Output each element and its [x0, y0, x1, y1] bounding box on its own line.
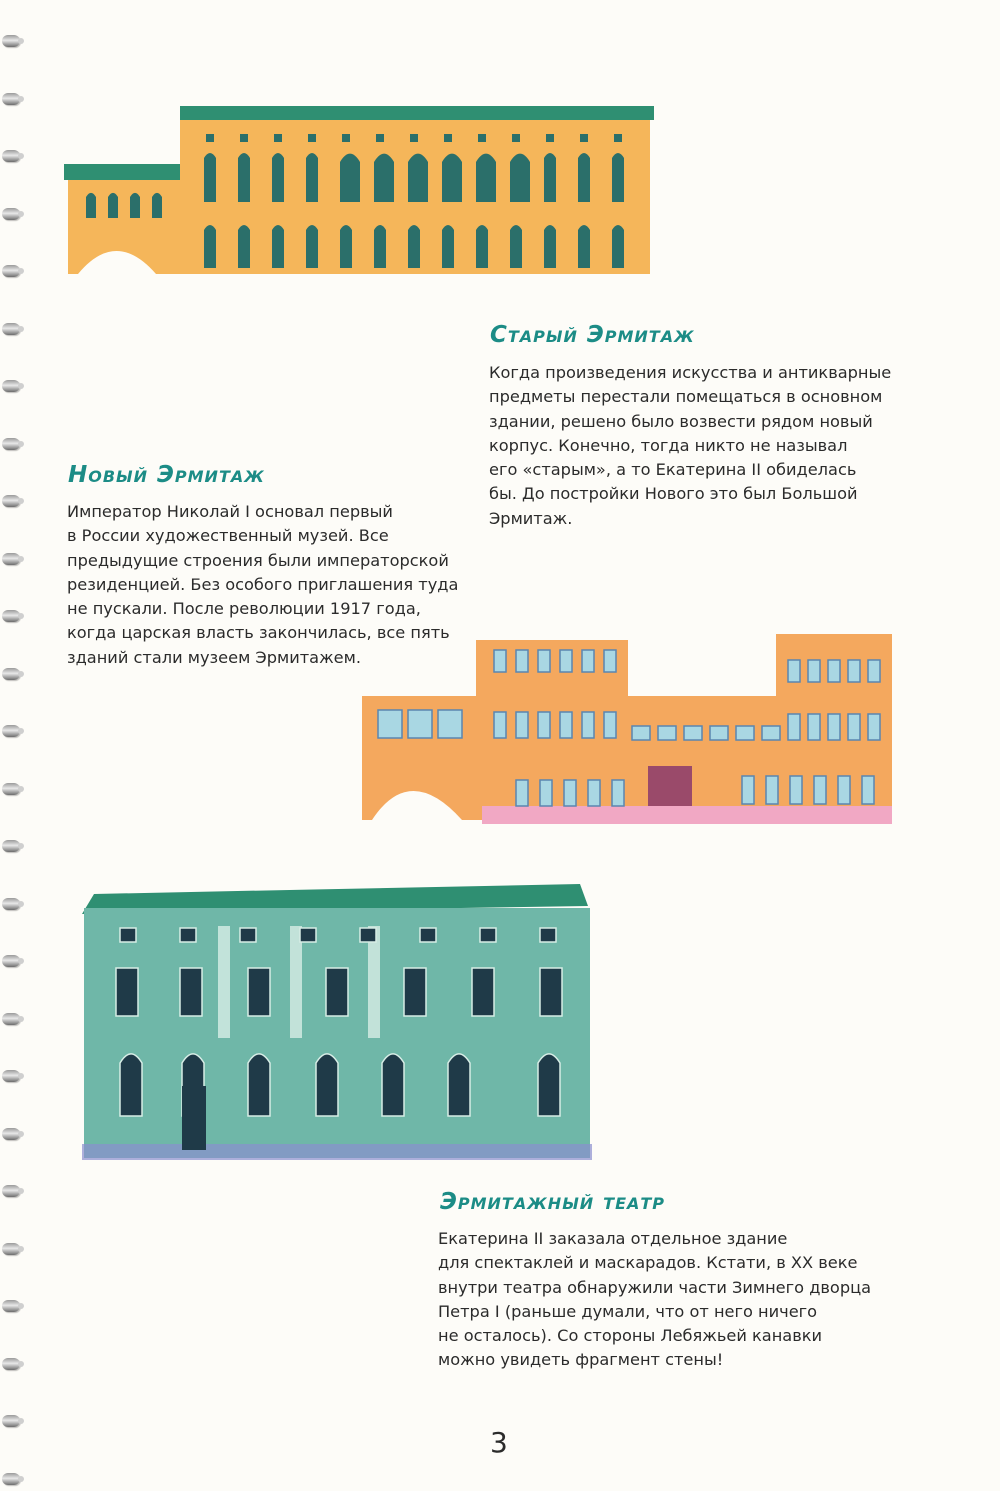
spiral-ring — [2, 35, 20, 47]
window — [180, 928, 196, 942]
window — [838, 776, 850, 804]
text-line: бы. До постройки Нового это был Большой — [489, 484, 858, 504]
spiral-ring — [2, 840, 20, 852]
window — [808, 714, 820, 740]
spiral-ring — [2, 1358, 20, 1370]
page-number: 3 — [490, 1426, 508, 1459]
window — [828, 714, 840, 740]
window — [420, 928, 436, 942]
window — [544, 225, 556, 268]
window — [788, 660, 800, 682]
old-hermitage-illustration — [64, 100, 654, 280]
text-line: предметы перестали помещаться в основном — [489, 387, 883, 407]
window — [204, 225, 216, 268]
window — [120, 1054, 142, 1116]
theatre-illustration — [82, 882, 592, 1164]
window — [410, 134, 418, 142]
window — [306, 153, 318, 202]
window — [152, 193, 162, 218]
window — [632, 726, 650, 740]
window — [438, 710, 462, 738]
window — [582, 712, 594, 738]
window — [612, 780, 624, 806]
window — [342, 134, 350, 142]
window — [762, 726, 780, 740]
window — [588, 780, 600, 806]
window — [476, 154, 496, 202]
spiral-ring — [2, 1185, 20, 1197]
window — [788, 714, 800, 740]
window — [512, 134, 520, 142]
window — [408, 225, 420, 268]
new-hermitage-title: Новый Эрмитаж — [68, 462, 265, 488]
window — [848, 714, 860, 740]
window — [130, 193, 140, 218]
window — [382, 1054, 404, 1116]
text-line: корпус. Конечно, тогда никто не называл — [489, 435, 848, 455]
window — [736, 726, 754, 740]
window — [516, 780, 528, 806]
window — [376, 134, 384, 142]
spiral-ring — [2, 1070, 20, 1082]
window — [710, 726, 728, 740]
window — [604, 712, 616, 738]
theatre-title: Эрмитажный театр — [440, 1189, 666, 1215]
window — [544, 153, 556, 202]
window — [564, 780, 576, 806]
spiral-ring — [2, 783, 20, 795]
window — [540, 928, 556, 942]
spiral-ring — [2, 323, 20, 335]
window — [516, 650, 528, 672]
spiral-ring — [2, 898, 20, 910]
spiral-ring — [2, 668, 20, 680]
text-line: для спектаклей и маскарадов. Кстати, в XX веке — [438, 1253, 858, 1273]
window — [360, 928, 376, 942]
window — [442, 154, 462, 202]
window — [540, 780, 552, 806]
spiral-ring — [2, 1013, 20, 1025]
window — [404, 968, 426, 1016]
window — [238, 225, 250, 268]
text-line: резиденцией. Без особого приглашения туда — [67, 574, 459, 594]
window — [272, 225, 284, 268]
window — [306, 225, 318, 268]
window — [248, 968, 270, 1016]
spiral-ring — [2, 725, 20, 737]
text-line: Эрмитаж. — [489, 508, 573, 528]
old-hermitage-title: Старый Эрмитаж — [490, 322, 695, 348]
window — [560, 650, 572, 672]
spiral-ring — [2, 495, 20, 507]
window — [238, 153, 250, 202]
window — [560, 712, 572, 738]
window — [742, 776, 754, 804]
window — [766, 776, 778, 804]
window — [580, 134, 588, 142]
window — [374, 154, 394, 202]
text-line: Император Николай I основал первый — [67, 502, 393, 521]
window — [204, 153, 216, 202]
window — [510, 225, 522, 268]
spiral-ring — [2, 610, 20, 622]
text-line: предыдущие строения были императорской — [67, 550, 449, 570]
window — [684, 726, 702, 740]
text-line: его «старым», а то Екатерина II обиделась — [489, 460, 857, 480]
window — [448, 1054, 470, 1116]
window — [614, 134, 622, 142]
window — [546, 134, 554, 142]
spiral-ring — [2, 93, 20, 105]
window — [612, 225, 624, 268]
window — [206, 134, 214, 142]
text-line: зданий стали музеем Эрмитажем. — [67, 647, 361, 667]
spiral-ring — [2, 265, 20, 277]
window — [658, 726, 676, 740]
window — [308, 134, 316, 142]
theatre-text — [438, 1227, 871, 1373]
spiral-ring — [2, 1128, 20, 1140]
window — [868, 714, 880, 740]
window — [442, 225, 454, 268]
window — [480, 928, 496, 942]
window — [582, 650, 594, 672]
window — [378, 710, 402, 738]
window — [180, 968, 202, 1016]
window — [538, 650, 550, 672]
window — [240, 134, 248, 142]
window — [340, 154, 360, 202]
spiral-ring — [2, 553, 20, 565]
old-hermitage-text — [489, 361, 891, 531]
window — [272, 153, 284, 202]
window — [472, 968, 494, 1016]
window — [604, 650, 616, 672]
spiral-binding — [0, 0, 28, 1491]
window — [612, 153, 624, 202]
window — [120, 928, 136, 942]
window — [862, 776, 874, 804]
new-hermitage-illustration — [362, 630, 892, 826]
spiral-ring — [2, 1415, 20, 1427]
window — [540, 968, 562, 1016]
spiral-ring — [2, 208, 20, 220]
text-line: когда царская власть закончилась, все пять — [67, 623, 450, 643]
window — [808, 660, 820, 682]
spiral-ring — [2, 380, 20, 392]
text-line: Когда произведения искусства и антикварные — [489, 363, 892, 382]
window — [274, 134, 282, 142]
window — [828, 660, 840, 682]
window — [444, 134, 452, 142]
window — [478, 134, 486, 142]
window — [316, 1054, 338, 1116]
window — [248, 1054, 270, 1116]
spiral-ring — [2, 1300, 20, 1312]
window — [86, 193, 96, 218]
text-line: не осталось). Со стороны Лебяжьей канавки — [438, 1326, 823, 1346]
text-line: можно увидеть фрагмент стены! — [438, 1350, 724, 1370]
spiral-ring — [2, 150, 20, 162]
window — [326, 968, 348, 1016]
spiral-ring — [2, 438, 20, 450]
window — [578, 225, 590, 268]
window — [538, 1054, 560, 1116]
window — [516, 712, 528, 738]
text-line: здании, решено было возвести рядом новый — [489, 411, 873, 431]
window — [814, 776, 826, 804]
text-line: Екатерина II заказала отдельное здание — [438, 1229, 788, 1248]
text-line: не пускали. После революции 1917 года, — [67, 599, 421, 619]
window — [494, 712, 506, 738]
text-line: в России художественный музей. Все — [67, 526, 389, 546]
window — [340, 225, 352, 268]
window — [848, 660, 860, 682]
window — [494, 650, 506, 672]
window — [510, 154, 530, 202]
text-line: внутри театра обнаружили части Зимнего дворца — [438, 1277, 872, 1297]
spiral-ring — [2, 1243, 20, 1255]
window — [538, 712, 550, 738]
window — [790, 776, 802, 804]
window — [868, 660, 880, 682]
window — [476, 225, 488, 268]
window — [240, 928, 256, 942]
window — [300, 928, 316, 942]
spiral-ring — [2, 1473, 20, 1485]
window — [108, 193, 118, 218]
window — [578, 153, 590, 202]
window — [374, 225, 386, 268]
text-line: Петра I (раньше думали, что от него ничего — [438, 1301, 818, 1321]
window — [116, 968, 138, 1016]
window — [408, 710, 432, 738]
spiral-ring — [2, 955, 20, 967]
window — [408, 154, 428, 202]
